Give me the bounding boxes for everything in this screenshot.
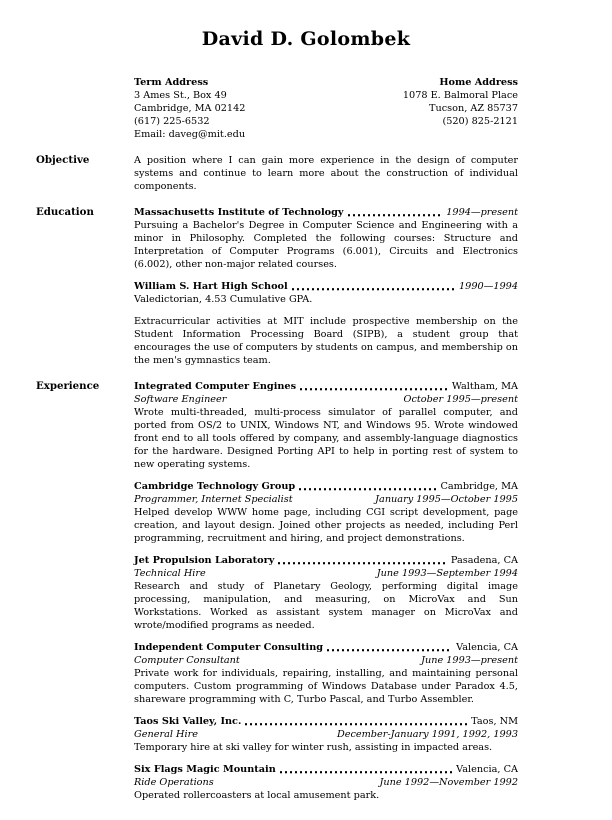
entry-role: Computer Consultant: [134, 655, 240, 666]
dotted-leader: [245, 715, 467, 728]
entry-subheader: [134, 776, 518, 789]
entry-organization: Independent Computer Consulting: [134, 642, 324, 653]
resume-entry: [134, 380, 518, 471]
entry-subheader: [134, 393, 518, 406]
term-address: [134, 76, 245, 141]
entry-header: [134, 715, 518, 728]
entry-organization: Taos Ski Valley, Inc.: [134, 716, 242, 727]
resume-section: [36, 206, 518, 367]
resume-entry: [134, 480, 518, 545]
entry-description: A position where I can gain more experience in the design of computer systems and continue to learn more about the construction of individual components.: [134, 155, 518, 192]
resume-entry: [134, 315, 518, 367]
section-label: Education: [36, 206, 94, 218]
entry-description: Helped develop WWW home page, including CGI script development, page creation, and layout design. Joined other projects as needed, including Perl programming, recruitment and hiring, and project demonstrations.: [134, 507, 518, 544]
entry-dates: June 1993—present: [421, 655, 518, 666]
resume-entry: [134, 715, 518, 754]
entry-location: Valencia, CA: [456, 764, 518, 775]
home-address-heading: Home Address: [439, 77, 518, 88]
dotted-leader: [278, 554, 447, 567]
entry-header: [134, 280, 518, 293]
entry-organization: Cambridge Technology Group: [134, 481, 296, 492]
entry-dates: June 1993—September 1994: [376, 568, 518, 579]
entry-header: [134, 554, 518, 567]
entry-organization: Six Flags Magic Mountain: [134, 764, 276, 775]
dotted-leader: [292, 280, 455, 293]
term-address-line: 3 Ames St., Box 49: [134, 90, 227, 101]
entry-role: Software Engineer: [134, 394, 227, 405]
dotted-leader: [300, 380, 448, 393]
home-address: [403, 76, 518, 141]
section-body: [134, 380, 518, 802]
entry-subheader: [134, 728, 518, 741]
address-block: [134, 76, 518, 141]
entry-organization: Jet Propulsion Laboratory: [134, 555, 275, 566]
entry-description: Pursuing a Bachelor's Degree in Computer Science and Engineering with a minor in Philosophy. Completed the following courses: Structure and Interpretation of Computer Programs (6.001), Circuits and Electronics (6.002), other non-major related courses.: [134, 220, 518, 270]
entry-location: Pasadena, CA: [450, 555, 518, 566]
entry-location: Valencia, CA: [456, 642, 518, 653]
entry-organization: William S. Hart High School: [134, 281, 288, 292]
section-body: [134, 206, 518, 367]
term-address-line: Email: daveg@mit.edu: [134, 129, 246, 140]
home-address-line: 1078 E. Balmoral Place: [402, 90, 518, 101]
entry-dates: June 1992—November 1992: [379, 777, 518, 788]
dotted-leader: [299, 480, 436, 493]
home-address-lines: [403, 89, 518, 128]
home-address-line: (520) 825-2121: [442, 116, 518, 127]
entry-role: Ride Operations: [134, 777, 214, 788]
section-label: Experience: [36, 380, 100, 392]
term-address-line: (617) 225-6532: [134, 116, 210, 127]
section-body: [134, 154, 518, 193]
entry-header: [134, 206, 518, 219]
dotted-leader: [280, 763, 452, 776]
resume-page: [0, 28, 612, 820]
resume-section: [36, 154, 518, 193]
entry-subheader: [134, 567, 518, 580]
entry-description: Valedictorian, 4.53 Cumulative GPA.: [134, 294, 313, 305]
entry-dates: January 1995—October 1995: [375, 494, 518, 505]
entry-description: Research and study of Planetary Geology, performing digital image processing, manipulation, and measuring, on MicroVax and Sun Workstations. Worked as assistant system manager on MicroVax and wrote/modified programs as needed.: [134, 581, 518, 631]
entry-location: Cambridge, MA: [440, 481, 518, 492]
entry-organization: Massachusetts Institute of Technology: [134, 207, 344, 218]
resume-entry: [134, 280, 518, 306]
entry-description: Operated rollercoasters at local amusement park.: [134, 790, 380, 801]
entry-subheader: [134, 654, 518, 667]
entry-description: Wrote multi-threaded, multi-process simulator of parallel computer, and ported from OS/2 to UNIX, Windows NT, and Windows 95. Wrote windowed front end to all tools offered by company, and assembly-language diagnostics for the hardware. Designed Porting API to help in porting rest of system to new operating systems.: [134, 407, 518, 470]
entry-dates: October 1995—present: [403, 394, 518, 405]
resume-entry: [134, 554, 518, 632]
term-address-lines: [134, 89, 245, 141]
resume-sections: [36, 154, 518, 802]
entry-role: General Hire: [134, 729, 198, 740]
entry-header: [134, 380, 518, 393]
entry-subheader: [134, 493, 518, 506]
entry-dates: December-January 1991, 1992, 1993: [336, 729, 518, 740]
entry-organization: Integrated Computer Engines: [134, 381, 297, 392]
entry-location: 1990—1994: [459, 281, 518, 292]
entry-role: Programmer, Internet Specialist: [134, 494, 293, 505]
entry-header: [134, 641, 518, 654]
resume-section: [36, 380, 518, 802]
entry-location: 1994—present: [446, 207, 518, 218]
entry-location: Waltham, MA: [451, 381, 518, 392]
term-address-line: Cambridge, MA 02142: [134, 103, 246, 114]
section-label: Objective: [36, 154, 90, 166]
resume-content: [0, 76, 612, 802]
entry-description: Private work for individuals, repairing, installing, and maintaining personal computers. Custom programming of Windows Database under Paradox 4.5, shareware programming with C, Turbo Pascal, and Turbo Assembler.: [134, 668, 518, 705]
entry-role: Technical Hire: [134, 568, 206, 579]
term-address-heading: Term Address: [134, 77, 209, 88]
entry-header: [134, 480, 518, 493]
resume-entry: [134, 763, 518, 802]
home-address-line: Tucson, AZ 85737: [429, 103, 518, 114]
page-title: David D. Golombek: [201, 28, 411, 50]
entry-location: Taos, NM: [471, 716, 518, 727]
resume-entry: [134, 154, 518, 193]
entry-header: [134, 763, 518, 776]
entry-description: Temporary hire at ski valley for winter rush, assisting in impacted areas.: [134, 742, 493, 753]
dotted-leader: [327, 641, 452, 654]
dotted-leader: [348, 206, 443, 219]
resume-entry: [134, 206, 518, 271]
entry-description: Extracurricular activities at MIT include prospective membership on the Student Information Processing Board (SIPB), a student group that encourages the use of computers by students on campus, and membership on the men's gymnastics team.: [134, 316, 518, 366]
resume-entry: [134, 641, 518, 706]
